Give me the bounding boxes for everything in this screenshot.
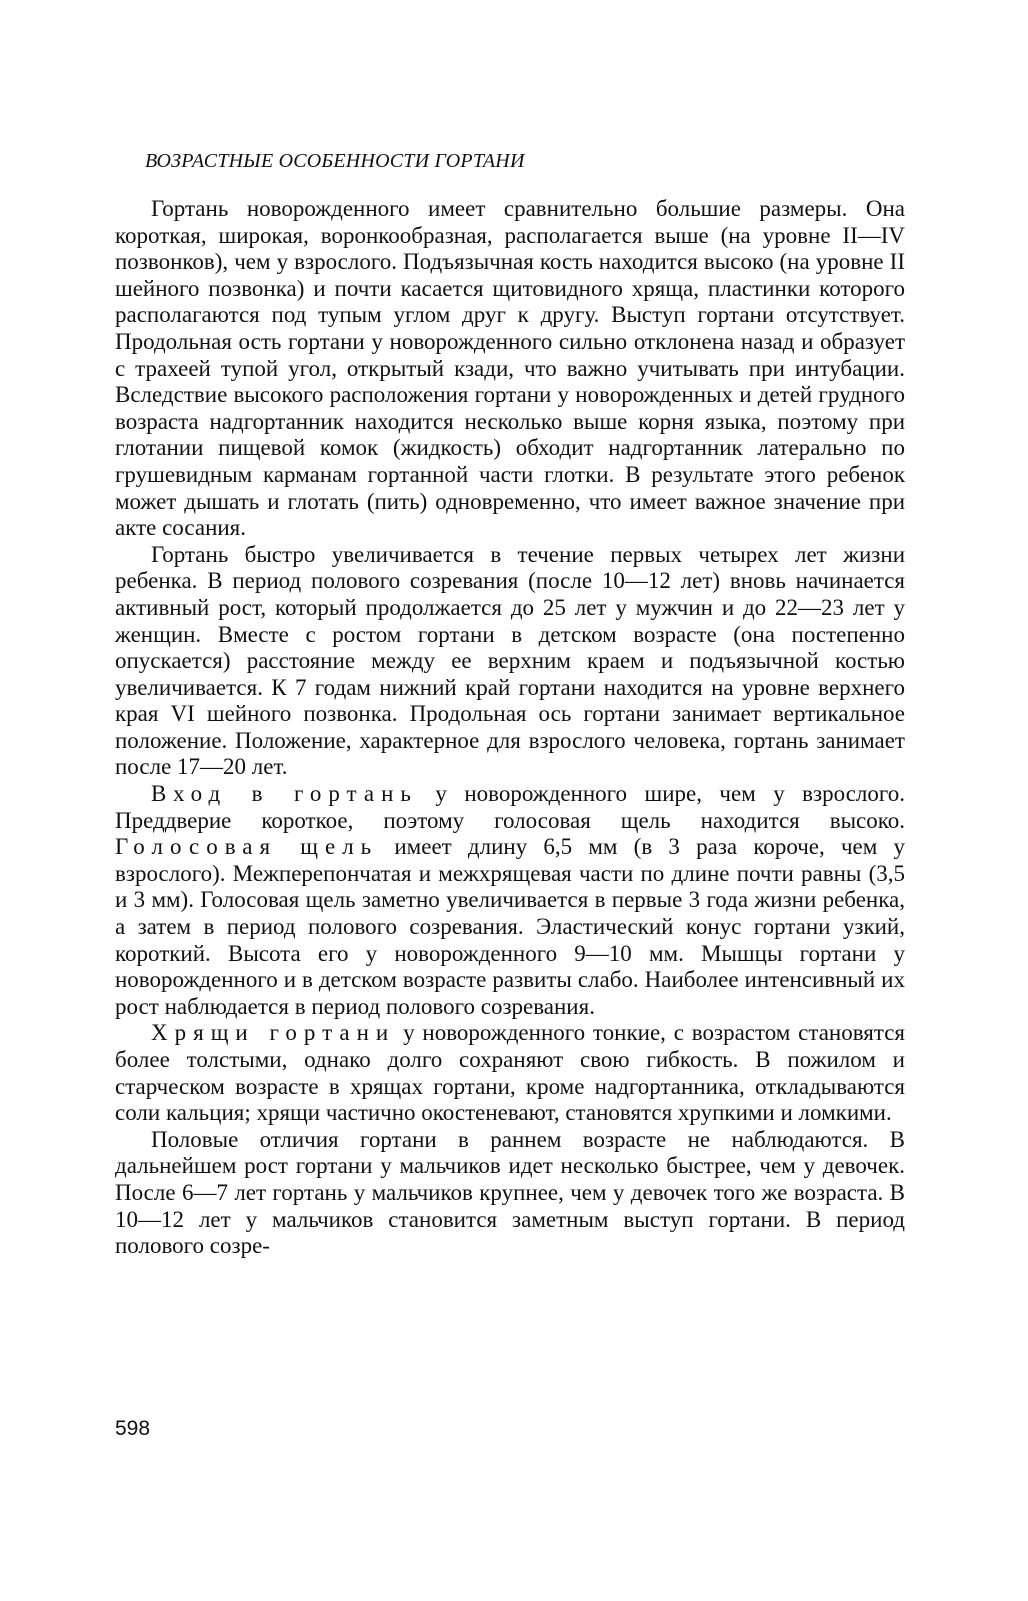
- term-larynx-entrance: Вход в гортань: [151, 781, 418, 807]
- section-heading: ВОЗРАСТНЫЕ ОСОБЕННОСТИ ГОРТАНИ: [145, 150, 525, 172]
- paragraph-newborn-larynx: Гортань новорожденного имеет сравнительно большие размеры. Она короткая, широкая, воронкообразная, располагается выше (на уровне II—IV позвонков), чем у взрослого. Подъязычная кость находится высоко (на уровне II шейного позвонка) и почти касается щитовидного хряща, пластинки которого располагаются под тупым углом друг к другу. Выступ гортани отсутствует. Продольная ость гортани у новорожденного сильно отклонена назад и образует с трахеей тупой угол, открытый кзади, что важно учитывать при интубации. Вследствие высокого расположения гортани у новорожденных и детей грудного возраста надгортанник находится несколько выше корня языка, поэтому при глотании пищевой комок (жидкость) обходит надгортанник латерально по грушевидным карманам гортанной части глотки. В результате этого ребенок может дышать и глотать (пить) одновременно, что имеет важное значение при акте сосания.: [115, 196, 905, 541]
- page-body: [115, 148, 905, 1260]
- paragraph-text: имеет длину 6,5 мм (в 3 раза короче, чем у взрослого). Межперепончатая и межхрящевая части по длине почти равны (3,5 и 3 мм). Голосовая щель заметно увеличивается в первые 3 года жизни ребенка, а затем в период полового созревания. Эластический конус гортани узкий, короткий. Высота его у новорожденного 9—10 мм. Мышцы гортани у новорожденного и в детском возрасте развиты слабо. Наиболее интенсивный их рост наблюдается в период полового созревания.: [115, 834, 905, 1019]
- paragraph-larynx-growth: Гортань быстро увеличивается в течение первых четырех лет жизни ребенка. В период полового созревания (после 10—12 лет) вновь начинается активный рост, который продолжается до 25 лет у мужчин и до 22—23 лет у женщин. Вместе с ростом гортани в детском возрасте (она постепенно опускается) расстояние между ее верхним краем и подъязычной костью увеличивается. К 7 годам нижний край гортани находится на уровне верхнего края VI шейного позвонка. Продольная ось гортани занимает вертикальное положение. Положение, характерное для взрослого человека, гортань занимает после 17—20 лет.: [115, 541, 905, 780]
- paragraph-sex-differences: Половые отличия гортани в раннем возрасте не наблюдаются. В дальнейшем рост гортани у мальчиков идет несколько быстрее, чем у девочек. После 6—7 лет гортань у мальчиков крупнее, чем у девочек того же возраста. В 10—12 лет у мальчиков становится заметным выступ гортани. В период полового созре-: [115, 1126, 905, 1259]
- term-glottis: Голосовая щель: [115, 834, 379, 860]
- term-larynx-cartilages: Хрящи гортани: [151, 1020, 396, 1046]
- paragraph-text: у новорожденного шире, чем у взрослого. Преддверие короткое, поэтому голосовая щель находится высоко.: [115, 781, 905, 833]
- paragraph-larynx-entrance: [115, 781, 905, 1020]
- paragraph-text: у новорожденного тонкие, с возрастом становятся более толстыми, однако долго сохраняют свою гибкость. В пожилом и старческом возрасте в хрящах гортани, кроме надгортанника, откладываются соли кальция; хрящи частично окостеневают, становятся хрупкими и ломкими.: [115, 1020, 905, 1126]
- page-number: 598: [115, 1417, 151, 1440]
- paragraph-larynx-cartilages: [115, 1020, 905, 1126]
